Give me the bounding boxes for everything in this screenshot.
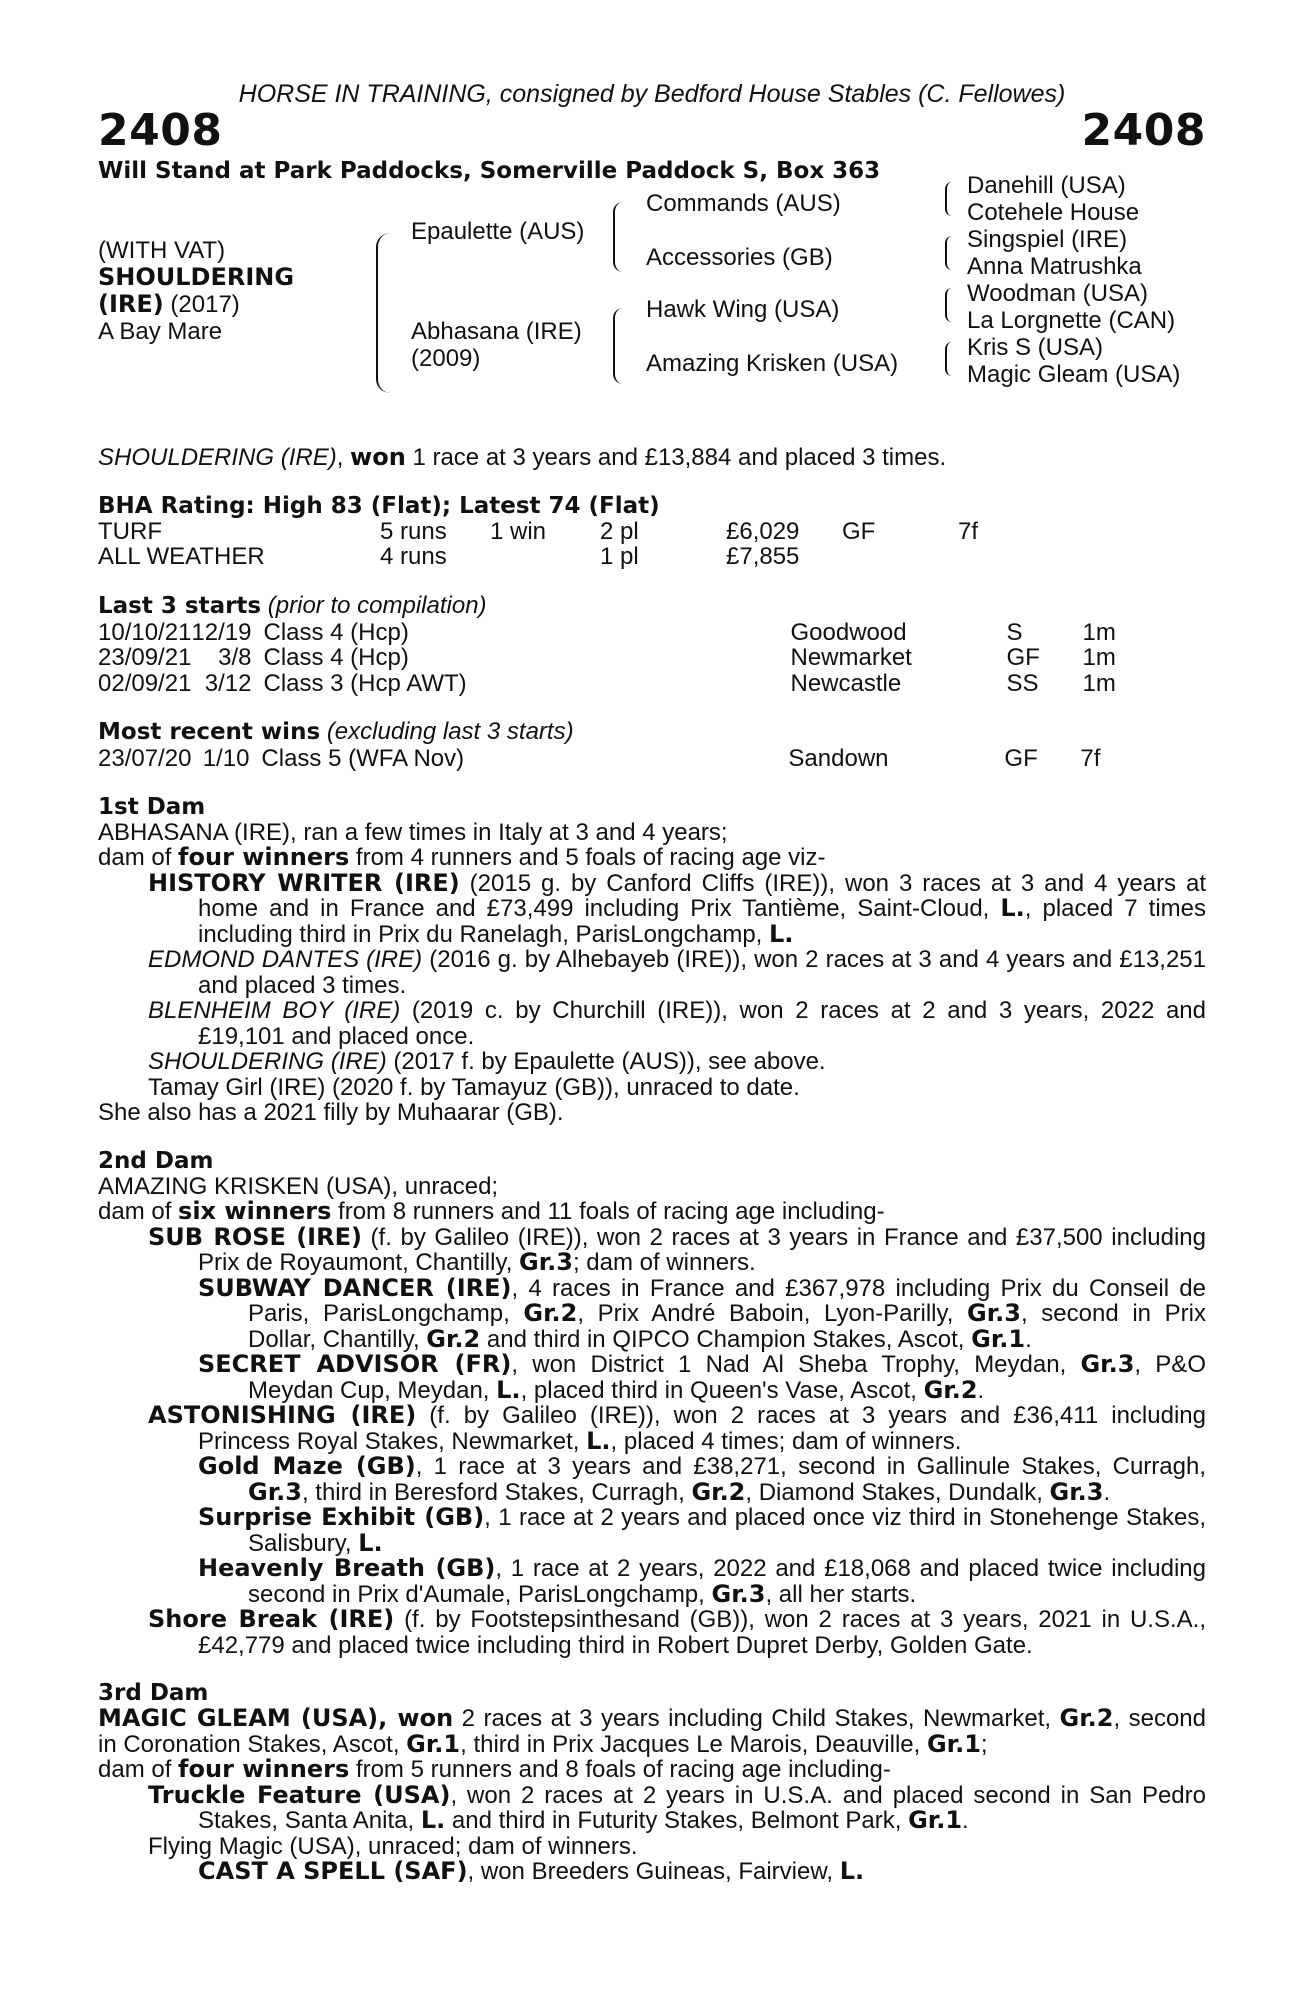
rating-section [98,493,1206,570]
race-summary: SHOULDERING (IRE), won 1 race at 3 years and £13,884 and placed 3 times. [98,443,947,471]
section-heading: 1st Dam [98,793,206,820]
dam-line: AMAZING KRISKEN (USA), unraced; [98,1172,499,1200]
dam-dam: Amazing Krisken (USA) [646,350,899,377]
lot-number-right: 2408 [1081,105,1206,156]
grandparent-8: Magic Gleam (USA) [967,361,1181,388]
grandparent-4: Anna Matrushka [967,253,1142,280]
last-starts-table [98,620,1116,697]
second-dam-section [98,1148,1206,1659]
dam-produce-line: dam of four winners from 5 runners and 8 foals of racing age including- [98,1755,891,1783]
last-starts-title: Last 3 starts (prior to compilation) [98,591,487,619]
dam-produce-line: dam of six winners from 8 runners and 11 foals of racing age including- [98,1197,885,1225]
produce-entry: Truckle Feature (USA), won 2 races at 2 years in U.S.A. and placed second in San Pedro Stakes, Santa Anita, L. and third in Futurity Stakes, Belmont Park, Gr.1. [148,1780,1206,1834]
pedigree-brace [945,288,961,322]
catalogue-page [98,80,1206,1885]
produce-entry: Shore Break (IRE) (f. by Footstepsinthesand (GB)), won 2 races at 3 years, 2021 in U.S.A., £42,779 and placed twice including third in Robert Dupret Derby, Golden Gate. [148,1605,1206,1659]
dam: Abhasana (IRE) [411,318,582,345]
table-row: TURF 5 runs 1 win 2 pl £6,029 GF 7f [98,517,979,545]
recent-wins-table [98,746,1100,772]
rating-table [98,519,978,570]
produce-entry: BLENHEIM BOY (IRE) (2019 c. by Churchill (IRE)), won 2 races at 2 and 3 years, 2022 and £19,101 and placed once. [148,997,1206,1050]
pedigree-brace [945,182,961,216]
consignment-line: HORSE IN TRAINING, consigned by Bedford House Stables (C. Fellowes) [238,80,1066,108]
rating-title: BHA Rating: High 83 (Flat); Latest 74 (Flat) [98,492,660,519]
produce-entry: Surprise Exhibit (GB), 1 race at 2 years and placed once viz third in Stonehenge Stakes, Salisbury, L. [198,1503,1206,1557]
pedigree-brace [945,342,961,376]
table-row: 10/10/21 12/19 Class 4 (Hcp) Goodwood S 1m [98,618,1116,646]
produce-entry: CAST A SPELL (SAF), won Breeders Guineas, Fairview, L. [198,1857,865,1885]
produce-entry: Flying Magic (USA), unraced; dam of winners. [148,1832,638,1860]
section-heading: 2nd Dam [98,1147,214,1174]
produce-note: She also has a 2021 filly by Muhaarar (GB). [98,1099,564,1126]
stand-location: Will Stand at Park Paddocks, Somerville Paddock S, Box 363 [98,158,881,184]
table-row: ALL WEATHER 4 runs 1 pl £7,855 [98,543,800,570]
produce-entry: Gold Maze (GB), 1 race at 3 years and £38,271, second in Gallinule Stakes, Curragh, Gr.3, third in Beresford Stakes, Curragh, Gr.2, Diamond Stakes, Dundalk, Gr.3. [198,1452,1206,1506]
lot-number-left: 2408 [98,105,223,156]
sire-sire: Commands (AUS) [646,190,841,217]
pedigree-chart [98,172,1206,413]
recent-wins-title: Most recent wins (excluding last 3 starts) [98,718,574,745]
lot-number-row [98,105,1206,156]
vat-note: (WITH VAT) [98,237,226,264]
dam-line: ABHASANA (IRE), ran a few times in Italy at 3 and 4 years; [98,818,728,846]
produce-entry: SHOULDERING (IRE) (2017 f. by Epaulette (AUS)), see above. [148,1048,826,1075]
dam-sire: Hawk Wing (USA) [646,296,840,323]
grandparent-3: Singspiel (IRE) [967,226,1128,253]
produce-entry: ASTONISHING (IRE) (f. by Galileo (IRE)), won 2 races at 3 years and £36,411 including Princess Royal Stakes, Newmarket, L., placed 4 times; dam of winners. [148,1401,1206,1455]
grandparent-1: Danehill (USA) [967,172,1126,199]
section-heading: 3rd Dam [98,1680,209,1706]
horse-name: SHOULDERING [98,263,295,291]
produce-entry: Tamay Girl (IRE) (2020 f. by Tamayuz (GB)), unraced to date. [148,1073,800,1101]
grandparent-2: Cotehele House [967,199,1140,226]
pedigree-brace [945,236,961,270]
produce-entry: EDMOND DANTES (IRE) (2016 g. by Alhebayeb (IRE)), won 2 races at 3 and 4 years and £13,251 and placed 3 times. [148,946,1207,999]
horse-description: A Bay Mare [98,318,223,345]
table-row: 23/07/20 1/10 Class 5 (WFA Nov) Sandown GF 7f [98,745,1101,772]
produce-entry: SUBWAY DANCER (IRE), 4 races in France and £367,978 including Prix du Conseil de Paris, ParisLongchamp, Gr.2, Prix André Baboin, Lyon-Parilly, Gr.3, second in Prix Dollar, Chantilly, Gr.2 and third in QIPCO Champion Stakes, Ascot, Gr.1. [198,1273,1206,1353]
third-dam-section [98,1680,1206,1885]
dam-produce-line: dam of four winners from 4 runners and 5 foals of racing age viz- [98,843,826,871]
pedigree-brace [376,233,392,393]
last-starts-section [98,592,1206,697]
dam-year: (2009) [411,345,481,372]
sire: Epaulette (AUS) [411,218,585,245]
recent-wins-section [98,718,1206,772]
sire-dam: Accessories (GB) [646,244,833,271]
grandparent-5: Woodman (USA) [967,280,1148,307]
table-row: 23/09/21 3/8 Class 4 (Hcp) Newmarket GF 1m [98,644,1116,671]
first-dam-section [98,794,1206,1126]
produce-entry: HISTORY WRITER (IRE) (2015 g. by Canford Cliffs (IRE)), won 3 races at 3 and 4 years at home and in France and £73,499 including Prix Tantième, Saint-Cloud, L., placed 7 times including third in Prix du Ranelagh, ParisLongchamp, L. [148,868,1207,948]
pedigree-brace [613,308,629,384]
table-row: 02/09/21 3/12 Class 3 (Hcp AWT) Newcastle SS 1m [98,669,1116,697]
horse-name-suffix: (IRE) (2017) [98,290,240,318]
dam-line: MAGIC GLEAM (USA), won 2 races at 3 years including Child Stakes, Newmarket, Gr.2, second in Coronation Stakes, Ascot, Gr.1, third in Prix Jacques Le Marois, Deauville, Gr.1; [98,1704,1206,1758]
grandparent-7: Kris S (USA) [967,334,1104,361]
pedigree-brace [613,202,629,272]
produce-entry: Heavenly Breath (GB), 1 race at 2 years, 2022 and £18,068 and placed twice including second in Prix d'Aumale, ParisLongchamp, Gr.3, all her starts. [198,1554,1206,1608]
produce-entry: SECRET ADVISOR (FR), won District 1 Nad Al Sheba Trophy, Meydan, Gr.3, P&O Meydan Cup, Meydan, L., placed third in Queen's Vase, Ascot, Gr.2. [198,1350,1206,1404]
produce-entry: SUB ROSE (IRE) (f. by Galileo (IRE)), won 2 races at 3 years in France and £37,500 including Prix de Royaumont, Chantilly, Gr.3; dam of winners. [148,1222,1206,1276]
grandparent-6: La Lorgnette (CAN) [967,307,1176,334]
